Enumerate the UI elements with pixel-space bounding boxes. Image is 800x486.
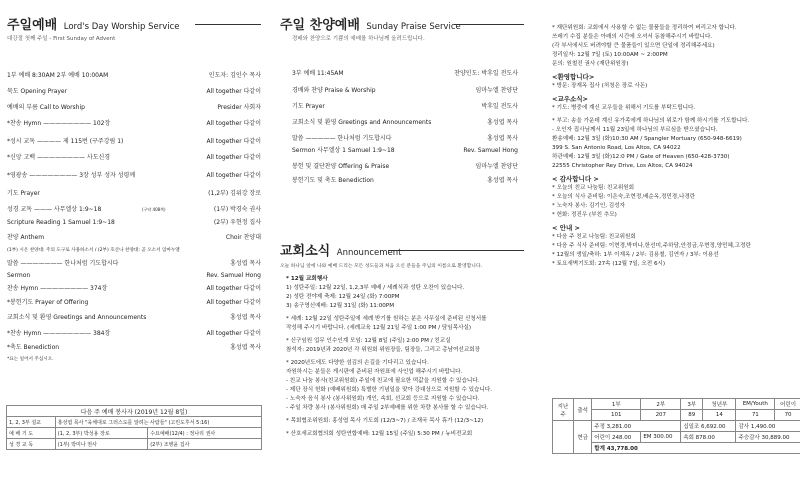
attendance-value: 71 — [736, 410, 775, 421]
worship-row — [7, 285, 261, 293]
worship-row-note: (구약 408쪽) — [142, 207, 166, 212]
worship-row-leader: Presider 사회자 — [217, 104, 261, 111]
worship-row-item: *표는 일어서 주십시오. — [7, 357, 54, 362]
worship-row — [7, 344, 261, 352]
praise-row — [292, 177, 518, 185]
table-row — [7, 439, 262, 450]
list-item: * 12월의 생일/축하: 1부 이재옥 / 2부: 김용철, 김연자 / 3부: 이용선 — [552, 252, 719, 258]
duty-value: (1, 2, 3부) 박성용 장로 — [55, 428, 147, 439]
title-rule — [388, 250, 524, 251]
table-row — [7, 417, 262, 428]
worship-title-ko: 주일예배 — [7, 18, 58, 33]
offering-value: 십일조 6,692.00 — [681, 421, 736, 432]
worship-row — [7, 260, 261, 268]
worship-row — [7, 72, 261, 80]
attendance-header: 어린이 — [775, 399, 800, 410]
praise-row — [292, 135, 518, 143]
list-item: * 다음 주 식사 준비팀: 이현경,박미나,한선미,주하담,안정금,우현정,양민혜,고정란 — [552, 243, 751, 249]
worship-row-leader: Rev. Samuel Hong — [206, 272, 261, 279]
worship-row — [7, 330, 261, 338]
worship-row-leader: All together 다같이 — [206, 120, 261, 127]
table-row — [7, 428, 262, 439]
worship-row — [7, 190, 261, 198]
worship-row-item: 찬양 Anthem — [7, 234, 45, 241]
list-item: 작성해 주시기 바랍니다. (세례교육 12월 21일 주일 1:00 PM / 담임목사실) — [286, 325, 472, 331]
attendance-value: 207 — [641, 410, 681, 421]
offering-value: 감사 1,490.00 — [736, 421, 800, 432]
worship-subtitle: 대강절 첫째 주일 - First Sunday of Advent — [7, 36, 116, 42]
list-item: * 기도: 병중에 계신 교우들을 위해서 기도를 부탁드립니다. — [552, 105, 696, 111]
worship-title-en: Lord's Day Worship Service — [63, 22, 180, 32]
announcement-title-ko: 교회소식 — [280, 244, 331, 259]
worship-row — [7, 138, 261, 146]
worship-row-item: 묵도 Opening Prayer — [7, 88, 68, 95]
praise-row-item: 3부 예배 11:45AM — [292, 70, 344, 77]
list-item: 399 S. San Antonio Road, Los Altos, CA 94022 — [552, 145, 681, 151]
worship-row-item: *영광송 ———————— 3장 성부 성자 성령께 — [7, 172, 136, 179]
list-item: * 토요새벽기도회: 27속 (12월 7일, 오전 6시) — [552, 261, 666, 267]
list-item: * 12월 교회행사 — [286, 276, 328, 282]
worship-row-item: Sermon — [7, 272, 31, 279]
offering-total: 합계 43,778.00 — [592, 443, 800, 454]
list-item: * 헌화: 정진우 (부친 추모) — [552, 212, 617, 218]
praise-row — [292, 147, 518, 155]
praise-row — [292, 163, 518, 171]
worship-row-leader: 홍성엽 목사 — [230, 260, 261, 267]
praise-row-leader: 홍성엽 목사 — [487, 135, 518, 142]
duty-label: 1, 2, 3부 설교 — [7, 417, 56, 428]
worship-row-leader: All together 다같이 — [206, 172, 261, 179]
worship-row — [7, 356, 261, 364]
praise-row-leader: 박후일 전도사 — [481, 103, 518, 110]
announcement-title-en: Announcement — [336, 248, 402, 258]
list-item: * 부고: 송을 가운데 계신 유가족에게 하나님의 위로가 함께 하시기를 기도합니다. — [552, 118, 750, 124]
attendance-header: 청년부 — [703, 399, 736, 410]
offering-value: 속회 878.00 — [681, 432, 736, 443]
worship-row — [7, 219, 261, 227]
worship-row — [7, 120, 261, 128]
praise-row-leader: 임마누엘 찬양단 — [475, 163, 518, 170]
praise-row-leader: 임마누엘 찬양단 — [475, 87, 518, 94]
praise-row-leader: 홍성엽 목사 — [487, 177, 518, 184]
worship-row-item: 말씀 ——————— 한나처럼 기도합시다 — [7, 260, 119, 267]
offering-value: EM 300.00 — [641, 432, 681, 443]
worship-row-item: 예배의 부름 Call to Worship — [7, 104, 85, 111]
list-item: * 세례: 12월 22일 성탄주일에 세례 받기를 원하는 분은 사무실에 준비된 신청서를 — [286, 316, 487, 322]
section-heading: <환영합니다> — [552, 73, 595, 81]
worship-row-item: *봉헌기도 Prayer of Offering — [7, 299, 89, 306]
praise-row-item: 봉헌기도 및 축도 Benediction — [292, 177, 374, 184]
praise-row-item: 교회소식 및 환영 Greetings and Announcements — [292, 119, 432, 126]
duty-label: 성 경 교 독 — [7, 439, 56, 450]
duty-title: 다음 주 예배 봉사자 (2019년 12월 8일) — [7, 406, 262, 417]
praise-row-item: 말씀 ————— 한나처럼 기도합시다 — [292, 135, 392, 142]
attendance-value: 14 — [703, 410, 736, 421]
list-item: 정리일자: 12월 7일 (토) 10:00AM ~ 2:00PM — [552, 52, 668, 58]
praise-row — [292, 119, 518, 127]
worship-row — [7, 104, 261, 112]
stats-side-blank — [553, 421, 574, 454]
duty-label: 예 배 기 도 — [7, 428, 56, 439]
worship-row-leader: (1,2부) 김위강 장로 — [208, 190, 261, 197]
title-rule — [454, 24, 524, 25]
attendance-label: 출석 — [574, 399, 592, 421]
worship-row-leader: All together 다같이 — [206, 154, 261, 161]
list-item: - 주일 차량 봉사 (봉사위원회) 매 주일 2부예배를 위한 차량 봉사를 할 수 있습니다. — [286, 405, 489, 411]
list-item: * 신구임원 업무 인수인계 모임: 12월 8일 (주일) 2:00 PM / 친교실 — [286, 338, 451, 344]
list-item: 22555 Christopher Rey Drive, Los Altos, CA 94024 — [552, 163, 693, 169]
praise-title-ko: 주일 찬양예배 — [280, 18, 360, 33]
worship-row-item: *축도 Benediction — [7, 344, 60, 351]
list-item: * 2020년도에도 다양한 섬김의 손길을 기다리고 있습니다. — [286, 360, 429, 366]
duty-value: 수요예배(12/4) : 정나리 권사 — [148, 428, 262, 439]
praise-row-leader: 홍성엽 목사 — [487, 119, 518, 126]
section-heading: <교우소식> — [552, 95, 589, 103]
worship-row — [7, 234, 261, 242]
duty-value: (2부) 조병윤 집사 — [148, 439, 262, 450]
attendance-header: EM/Youth — [736, 399, 775, 410]
worship-row-leader: 홍성엽 목사 — [230, 314, 261, 321]
worship-row-leader: 인도자: 김인수 목사 — [208, 72, 261, 79]
praise-row-leader: Rev. Samuel Hong — [463, 147, 518, 154]
praise-row — [292, 103, 518, 111]
worship-row-item: *찬송 Hymn ———————— 102장 — [7, 120, 111, 127]
worship-row-leader: All together 다같이 — [206, 330, 261, 337]
list-item: 참석자: 2019년과 2020년 각 위원회 위원장들, 팀장들, 그리고 총남여선교회장 — [286, 347, 481, 353]
worship-row-leader: All together 다같이 — [206, 299, 261, 306]
list-item: * 목회협조위원회: 홍성엽 목사 기도회 (12/3~7) / 조재국 목사 휴가 (12/3~12) — [286, 418, 484, 424]
worship-row — [7, 154, 261, 162]
worship-row-leader: All together 다같이 — [206, 88, 261, 95]
offering-value: 어린이 248.00 — [592, 432, 641, 443]
offering-label: 현금 — [574, 421, 592, 454]
section-heading: < 안내 > — [552, 224, 580, 232]
list-item: - 오인자 집사님께서 11월 23일에 하나님의 부르심을 받으셨습니다. — [552, 127, 718, 133]
attendance-value: 89 — [681, 410, 703, 421]
list-item: 환송예배: 12월 3일 (화)10:30 AM / Spangler Mortuary (650-948-6619) — [552, 136, 742, 142]
praise-subtitle: 경배와 찬양으로 기쁨의 예배를 하나님께 올려드립니다. — [292, 36, 425, 42]
attendance-offering-table — [552, 398, 800, 454]
worship-row — [7, 206, 261, 214]
worship-title — [7, 14, 180, 33]
worship-row — [7, 88, 261, 96]
list-item: - 제단 장식 헌화 (예배위원회) 특별한 기념일을 맞아 강대상으로 지원할 수 있습니다. — [286, 387, 493, 393]
title-rule — [195, 24, 261, 25]
list-item: * 산호세교회협의회 성탄연합예배: 12월 15일 (주일) 5:30 PM / 뉴비전교회 — [286, 431, 473, 437]
list-item: 하관예배: 12월 3일 (화)12:0 PM / Gate of Heaven (650-428-3730) — [552, 154, 730, 160]
announcement-list — [286, 275, 492, 439]
worship-row-item: 성경 교독 ——— 사무엘상 1:9~18 — [7, 206, 102, 213]
worship-row-leader: All together 다같이 — [206, 285, 261, 292]
praise-row — [292, 70, 518, 78]
worship-row-item: 찬송 Hymn ———————— 374장 — [7, 285, 108, 292]
praise-row-item: 봉헌 및 결단찬양 Offering & Praise — [292, 163, 390, 170]
worship-row — [7, 299, 261, 307]
offering-value: 주정 3,281.00 — [592, 421, 681, 432]
next-week-servers-table — [6, 405, 262, 450]
praise-title-en: Sunday Praise Service — [366, 22, 461, 32]
duty-value: (1부) 박미나 권사 — [55, 439, 147, 450]
worship-row-leader: Choir 찬양대 — [225, 234, 261, 241]
list-item: * 오늘의 친교 나눔팀: 친교위원회 — [552, 185, 635, 191]
list-item: * 오늘의 식사 준비팀: 이은숙,조현정,배순옥,정민경,나경란 — [552, 194, 696, 200]
worship-row-leader: (1부) 박경숙 권사 — [213, 206, 261, 213]
worship-row-leader: All together 다같이 — [206, 138, 261, 145]
attendance-header: 2부 — [641, 399, 681, 410]
worship-row-item: 1부 예배 8:30AM 2부 예배 10:00AM — [7, 72, 109, 79]
list-item: 3) 송구영신예배: 12월 31일 (화) 11:00PM — [286, 303, 395, 309]
worship-row-item: (1부) 시온 찬양대: 주의 도구로 사용하소서 / (2부) 호산나 찬양대: 곧 오소서 임마누엘 — [7, 248, 180, 253]
praise-row-item: Sermon 사무엘상 1 Samuel 1:9~18 — [292, 147, 395, 154]
worship-row — [7, 172, 261, 180]
worship-row-item: 교회소식 및 환영 Greetings and Announcements — [7, 314, 147, 321]
praise-row-item: 기도 Prayer — [292, 103, 325, 110]
worship-row-leader: 홍성엽 목사 — [230, 344, 261, 351]
list-item: * 재단위원회: 교회에서 사용할 수 없는 물품들을 정리하여 버리고자 합니다. — [552, 25, 737, 31]
attendance-value: 101 — [592, 410, 641, 421]
worship-row-item: *신앙 고백 ———————— 사도신경 — [7, 154, 111, 161]
stats-side-label: 지난 주 — [553, 399, 574, 421]
attendance-header: 1부 — [592, 399, 641, 410]
duty-value: 홍성엽 목사 "육체대로 그러스도를 알려는 사람들" (고린도후서 5:16) — [55, 417, 261, 428]
worship-row-leader: (2부) 우현정 집사 — [213, 219, 261, 226]
worship-row — [7, 314, 261, 322]
list-item: 1) 성탄주일: 12월 22일, 1,2,3부 예배 / 세례식과 성탄 오찬이 있습니다. — [286, 285, 465, 291]
list-item: 2) 성탄 전야제 축제: 12월 24일 (화) 7:00PM — [286, 294, 400, 300]
worship-row-item: *찬송 Hymn ———————— 384장 — [7, 330, 111, 337]
offering-value: 주승감사 30,889.00 — [736, 432, 800, 443]
worship-row-item: 기도 Prayer — [7, 190, 40, 197]
list-item: - 노숙자 음식 봉사 (봉사위원회) 개인, 속회, 선교회 등으로 지원할 수 있습니다. — [286, 396, 480, 402]
praise-row — [292, 87, 518, 95]
worship-row — [7, 247, 261, 255]
news-list — [552, 24, 751, 269]
announcement-title — [280, 240, 401, 259]
list-item: 문의: 원철진 권사 (재단위원장) — [552, 61, 629, 67]
table-row — [553, 399, 800, 410]
announcement-intro: 오늘 하나님 앞에 나와 예배 드리는 모든 성도들과 처음 오신 분들을 주님의 이름으로 환영합니다. — [280, 264, 483, 269]
praise-row-item: 경배와 찬양 Praise & Worship — [292, 87, 376, 94]
worship-row — [7, 272, 261, 280]
attendance-value: 70 — [775, 410, 800, 421]
list-item: 자원하시는 분들은 게시판에 준비된 자원표에 사인업 해주시기 바랍니다. — [286, 369, 463, 375]
section-heading: < 감사합니다 > — [552, 175, 599, 183]
list-item: * 방문: 장재옥 집사 (처청은 장로 사돈) — [552, 83, 648, 89]
list-item: * 노숙자 봉사: 김기인, 김성자 — [552, 203, 626, 209]
worship-row-item: *성시 교독 ———— 제 115번 (구주강림 1) — [7, 138, 124, 145]
attendance-header: 3부 — [681, 399, 703, 410]
table-row — [553, 421, 800, 432]
list-item: (각 부서에서도 버려야할 큰 물품들이 있으면 단일에 정리해주세요) — [552, 43, 715, 49]
worship-row-item: Scripture Reading 1 Samuel 1:9~18 — [7, 219, 115, 226]
list-item: * 다음 주 친교 나눔팀: 친교위원회 — [552, 234, 636, 240]
praise-title — [280, 14, 461, 33]
list-item: - 친교 나눔 봉사(친교위원회) 주일에 친교에 필요한 떡값을 지원할 수 있습니다. — [286, 378, 480, 384]
praise-row-leader: 찬양인도: 박후일 전도사 — [454, 70, 518, 77]
list-item: 쓰레기 수집 분들은 아래의 시간에 오셔서 동참해주시기 바랍니다. — [552, 34, 713, 40]
